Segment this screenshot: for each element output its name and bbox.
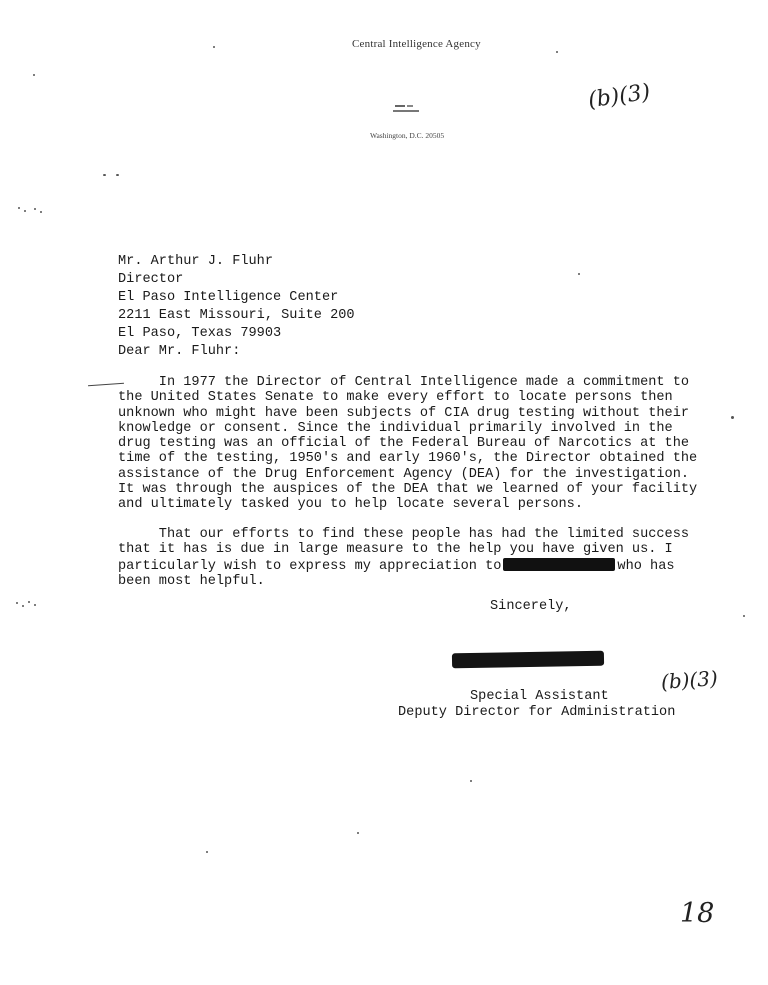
body-paragraph-1	[118, 375, 697, 513]
recipient-name: Mr. Arthur J. Fluhr	[118, 254, 273, 269]
scan-speck	[18, 207, 20, 209]
recipient-title: Director	[118, 272, 184, 287]
scan-speck	[743, 615, 745, 617]
body-paragraph-2	[118, 527, 689, 589]
signatory-title: Special Assistant	[470, 689, 609, 704]
scan-speck	[357, 832, 359, 834]
scan-speck	[33, 74, 35, 76]
scan-speck	[556, 51, 558, 53]
recipient-city: El Paso, Texas 79903	[118, 326, 282, 341]
paragraph-line: assistance of the Drug Enforcement Agency (DEA) for the investigation.	[118, 466, 690, 482]
paragraph-line: unknown who might have been subjects of CIA drug testing without their	[118, 405, 690, 421]
scan-speck	[22, 605, 24, 607]
paragraph-line-start: particularly wish to express my appreciation to	[118, 558, 502, 574]
recipient-address	[118, 253, 355, 343]
paragraph-line: knowledge or consent. Since the individual primarily involved in the	[118, 420, 673, 436]
scan-speck	[103, 174, 106, 176]
paragraph-line: been most helpful.	[118, 573, 265, 589]
agency-location: Washington, D.C. 20505	[370, 131, 445, 140]
paragraph-line-end: who has	[617, 558, 675, 574]
scan-speck	[206, 851, 208, 853]
signatory-department: Deputy Director for Administration	[398, 705, 676, 720]
recipient-street: 2211 East Missouri, Suite 200	[118, 308, 355, 323]
scan-speck	[28, 601, 30, 603]
paragraph-line: and ultimately tasked you to help locate several persons.	[118, 497, 583, 513]
signature-redaction	[452, 651, 604, 669]
closing: Sincerely,	[490, 599, 572, 614]
handwritten-exemption-top: (b)(3)	[586, 79, 652, 114]
scan-speck	[213, 46, 215, 48]
paragraph-line: drug testing was an official of the Federal Bureau of Narcotics at the	[118, 436, 690, 452]
scan-speck	[116, 174, 119, 176]
scan-speck	[34, 604, 36, 606]
redaction-bar	[503, 558, 615, 571]
scan-speck	[578, 273, 580, 275]
scan-speck	[24, 210, 26, 212]
scan-speck	[16, 602, 18, 604]
salutation: Dear Mr. Fluhr:	[118, 344, 241, 359]
paragraph-line: time of the testing, 1950's and early 1960's, the Director obtained the	[118, 451, 698, 467]
scan-speck	[731, 416, 734, 419]
scan-speck	[40, 211, 42, 213]
handwritten-exemption-signature: (b)(3)	[660, 666, 719, 694]
paragraph-line: In 1977 the Director of Central Intelligence made a commitment to	[118, 375, 690, 390]
scan-speck	[34, 208, 36, 210]
paragraph-line	[118, 558, 689, 574]
paragraph-line: It was through the auspices of the DEA that we learned of your facility	[118, 482, 698, 498]
paragraph-line: That our efforts to find these people has had the limited success	[118, 527, 690, 542]
agency-name: Central Intelligence Agency	[352, 38, 481, 50]
paragraph-line: the United States Senate to make every effort to locate persons then	[118, 390, 673, 406]
recipient-organization: El Paso Intelligence Center	[118, 290, 339, 305]
paragraph-line: that it has is due in large measure to the help you have given us. I	[118, 542, 673, 558]
scan-speck	[470, 780, 472, 782]
seal-mark	[393, 104, 419, 114]
handwritten-page-number: 18	[680, 898, 715, 929]
